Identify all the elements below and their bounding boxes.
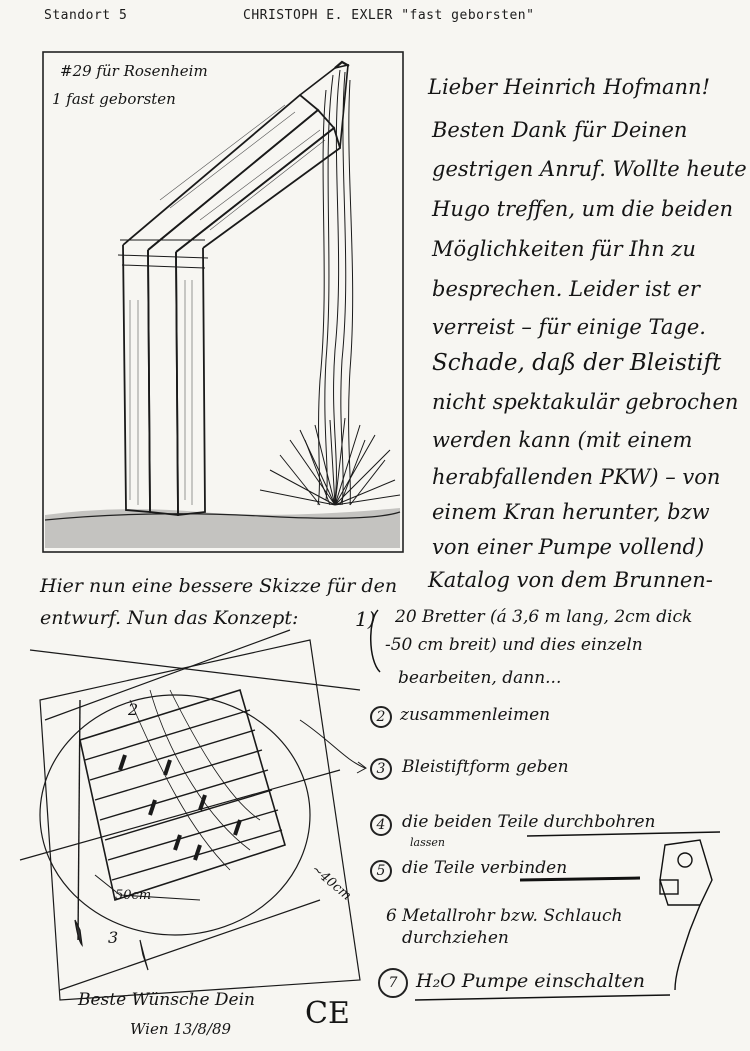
letter-line: Lieber Heinrich Hofmann!	[428, 75, 711, 99]
diagram-label-3: 3	[108, 928, 119, 947]
underline-verbinden	[520, 878, 640, 880]
letter-line: Katalog von dem Brunnen-	[428, 568, 713, 592]
step-1-line1: 20 Bretter (á 3,6 m lang, 2cm dick	[395, 607, 693, 627]
diagram-label-2: 2	[128, 700, 139, 719]
step-4-number: 4	[370, 814, 392, 836]
step-5-text: die Teile verbinden	[402, 858, 568, 878]
letter-line: besprechen. Leider ist er	[432, 277, 700, 301]
diagram-label-50cm: 50cm	[115, 888, 152, 903]
letter-line: herabfallenden PKW) – von	[432, 465, 721, 489]
letter-left-line: Hier nun eine bessere Skizze für den	[40, 575, 398, 597]
grass-tuft	[260, 418, 400, 505]
diagram-label-40cm: ~40cm	[308, 862, 355, 904]
letter-line: werden kann (mit einem	[432, 428, 693, 452]
underline-pumpe	[415, 995, 670, 1000]
step-1-number: 1)	[355, 607, 376, 631]
letter-line: verreist – für einige Tage.	[432, 315, 706, 339]
signoff-line1: Beste Wünsche Dein	[78, 990, 255, 1010]
header-standort: Standort 5	[44, 8, 128, 23]
signoff-line2: Wien 13/8/89	[130, 1020, 232, 1038]
step-7-number: 7	[378, 968, 408, 998]
step-2-number: 2	[370, 706, 392, 728]
letter-line: Schade, daß der Bleistift	[432, 350, 722, 376]
construction-sketch	[20, 630, 366, 1000]
letter-line: nicht spektakulär gebrochen	[432, 390, 739, 414]
device-sketch	[660, 840, 712, 990]
step-5-number: 5	[370, 860, 392, 882]
step-3-number: 3	[370, 758, 392, 780]
step-4-text: die beiden Teile durchbohren	[402, 812, 656, 832]
letter-line: von einer Pumpe vollend)	[432, 535, 705, 559]
step-6-text2: durchziehen	[402, 928, 509, 948]
letter-left-line: entwurf. Nun das Konzept:	[40, 607, 299, 629]
step-7-text: H₂O Pumpe einschalten	[416, 970, 645, 992]
letter-line: Möglichkeiten für Ihn zu	[432, 237, 696, 261]
pencil-sculpture	[118, 62, 349, 515]
letter-line: Besten Dank für Deinen	[432, 118, 688, 142]
step-2-text: zusammenleimen	[400, 705, 551, 725]
step-6-number: 6	[386, 906, 397, 926]
step-1-line2: -50 cm breit) und dies einzeln	[385, 635, 643, 655]
step-3-text: Bleistiftform geben	[402, 757, 569, 777]
letter-line: Hugo treffen, um die beiden	[432, 197, 734, 221]
step-6-text: Metallrohr bzw. Schlauch	[402, 906, 623, 926]
step-4-note: lassen	[410, 836, 445, 849]
underline-durchbohren	[527, 832, 720, 836]
step-1-line3: bearbeiten, dann...	[398, 668, 562, 688]
signature-initials: CE	[305, 996, 350, 1031]
letter-line: einem Kran herunter, bzw	[432, 500, 710, 524]
sketch-caption-line1: #29 für Rosenheim	[60, 62, 208, 80]
header-title: CHRISTOPH E. EXLER "fast geborsten"	[243, 8, 535, 23]
letter-line: gestrigen Anruf. Wollte heute	[432, 157, 747, 181]
sketch-caption-line2: 1 fast geborsten	[52, 90, 176, 108]
